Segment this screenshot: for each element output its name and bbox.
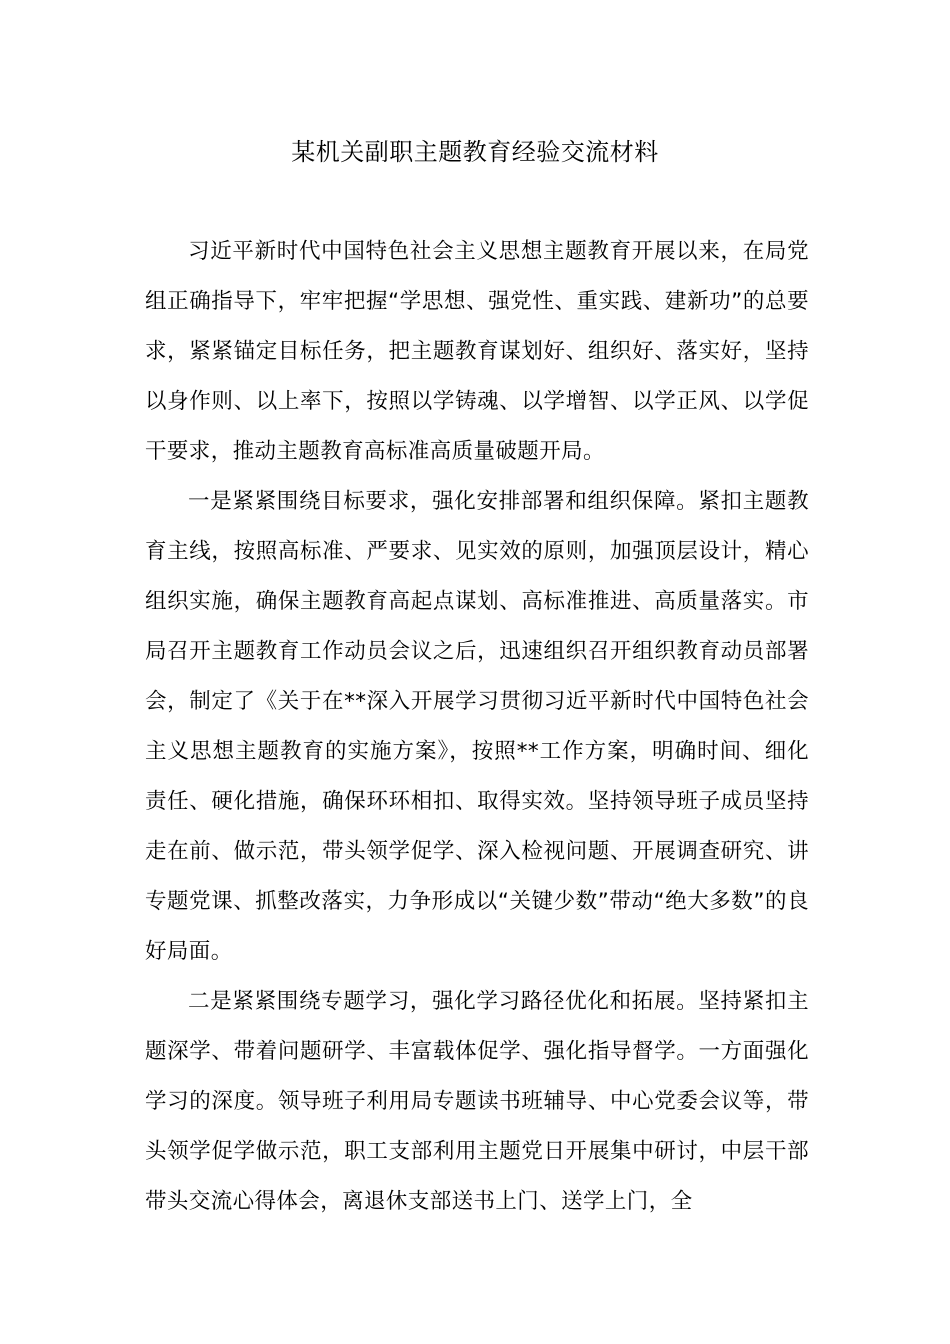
paragraph-intro: 习近平新时代中国特色社会主义思想主题教育开展以来，在局党组正确指导下，牢牢把握“学思想、强党性、重实践、建新功”的总要求，紧紧锚定目标任务，把主题教育谋划好、组织好、落实好，坚持以身作则、以上率下，按照以学铸魂、以学增智、以学正风、以学促干要求，推动主题教育高标准高质量破题开局。	[145, 239, 809, 464]
document-title: 某机关副职主题教育经验交流材料	[291, 138, 659, 166]
document-body	[145, 227, 809, 1227]
paragraph-point-two: 二是紧紧围绕专题学习，强化学习路径优化和拓展。坚持紧扣主题深学、带着问题研学、丰富载体促学、强化指导督学。一方面强化学习的深度。领导班子利用局专题读书班辅导、中心党委会议等，带头领学促学做示范，职工支部利用主题党日开展集中研讨，中层干部带头交流心得体会，离退休支部送书上门、送学上门，全	[145, 989, 809, 1214]
paragraph-point-one: 一是紧紧围绕目标要求，强化安排部署和组织保障。紧扣主题教育主线，按照高标准、严要求、见实效的原则，加强顶层设计，精心组织实施，确保主题教育高起点谋划、高标准推进、高质量落实。市局召开主题教育工作动员会议之后，迅速组织召开组织教育动员部署会，制定了《关于在**深入开展学习贯彻习近平新时代中国特色社会主义思想主题教育的实施方案》，按照**工作方案，明确时间、细化责任、硬化措施，确保环环相扣、取得实效。坚持领导班子成员坚持走在前、做示范，带头领学促学、深入检视问题、开展调查研究、讲专题党课、抓整改落实，力争形成以“关键少数”带动“绝大多数”的良好局面。	[145, 489, 809, 964]
